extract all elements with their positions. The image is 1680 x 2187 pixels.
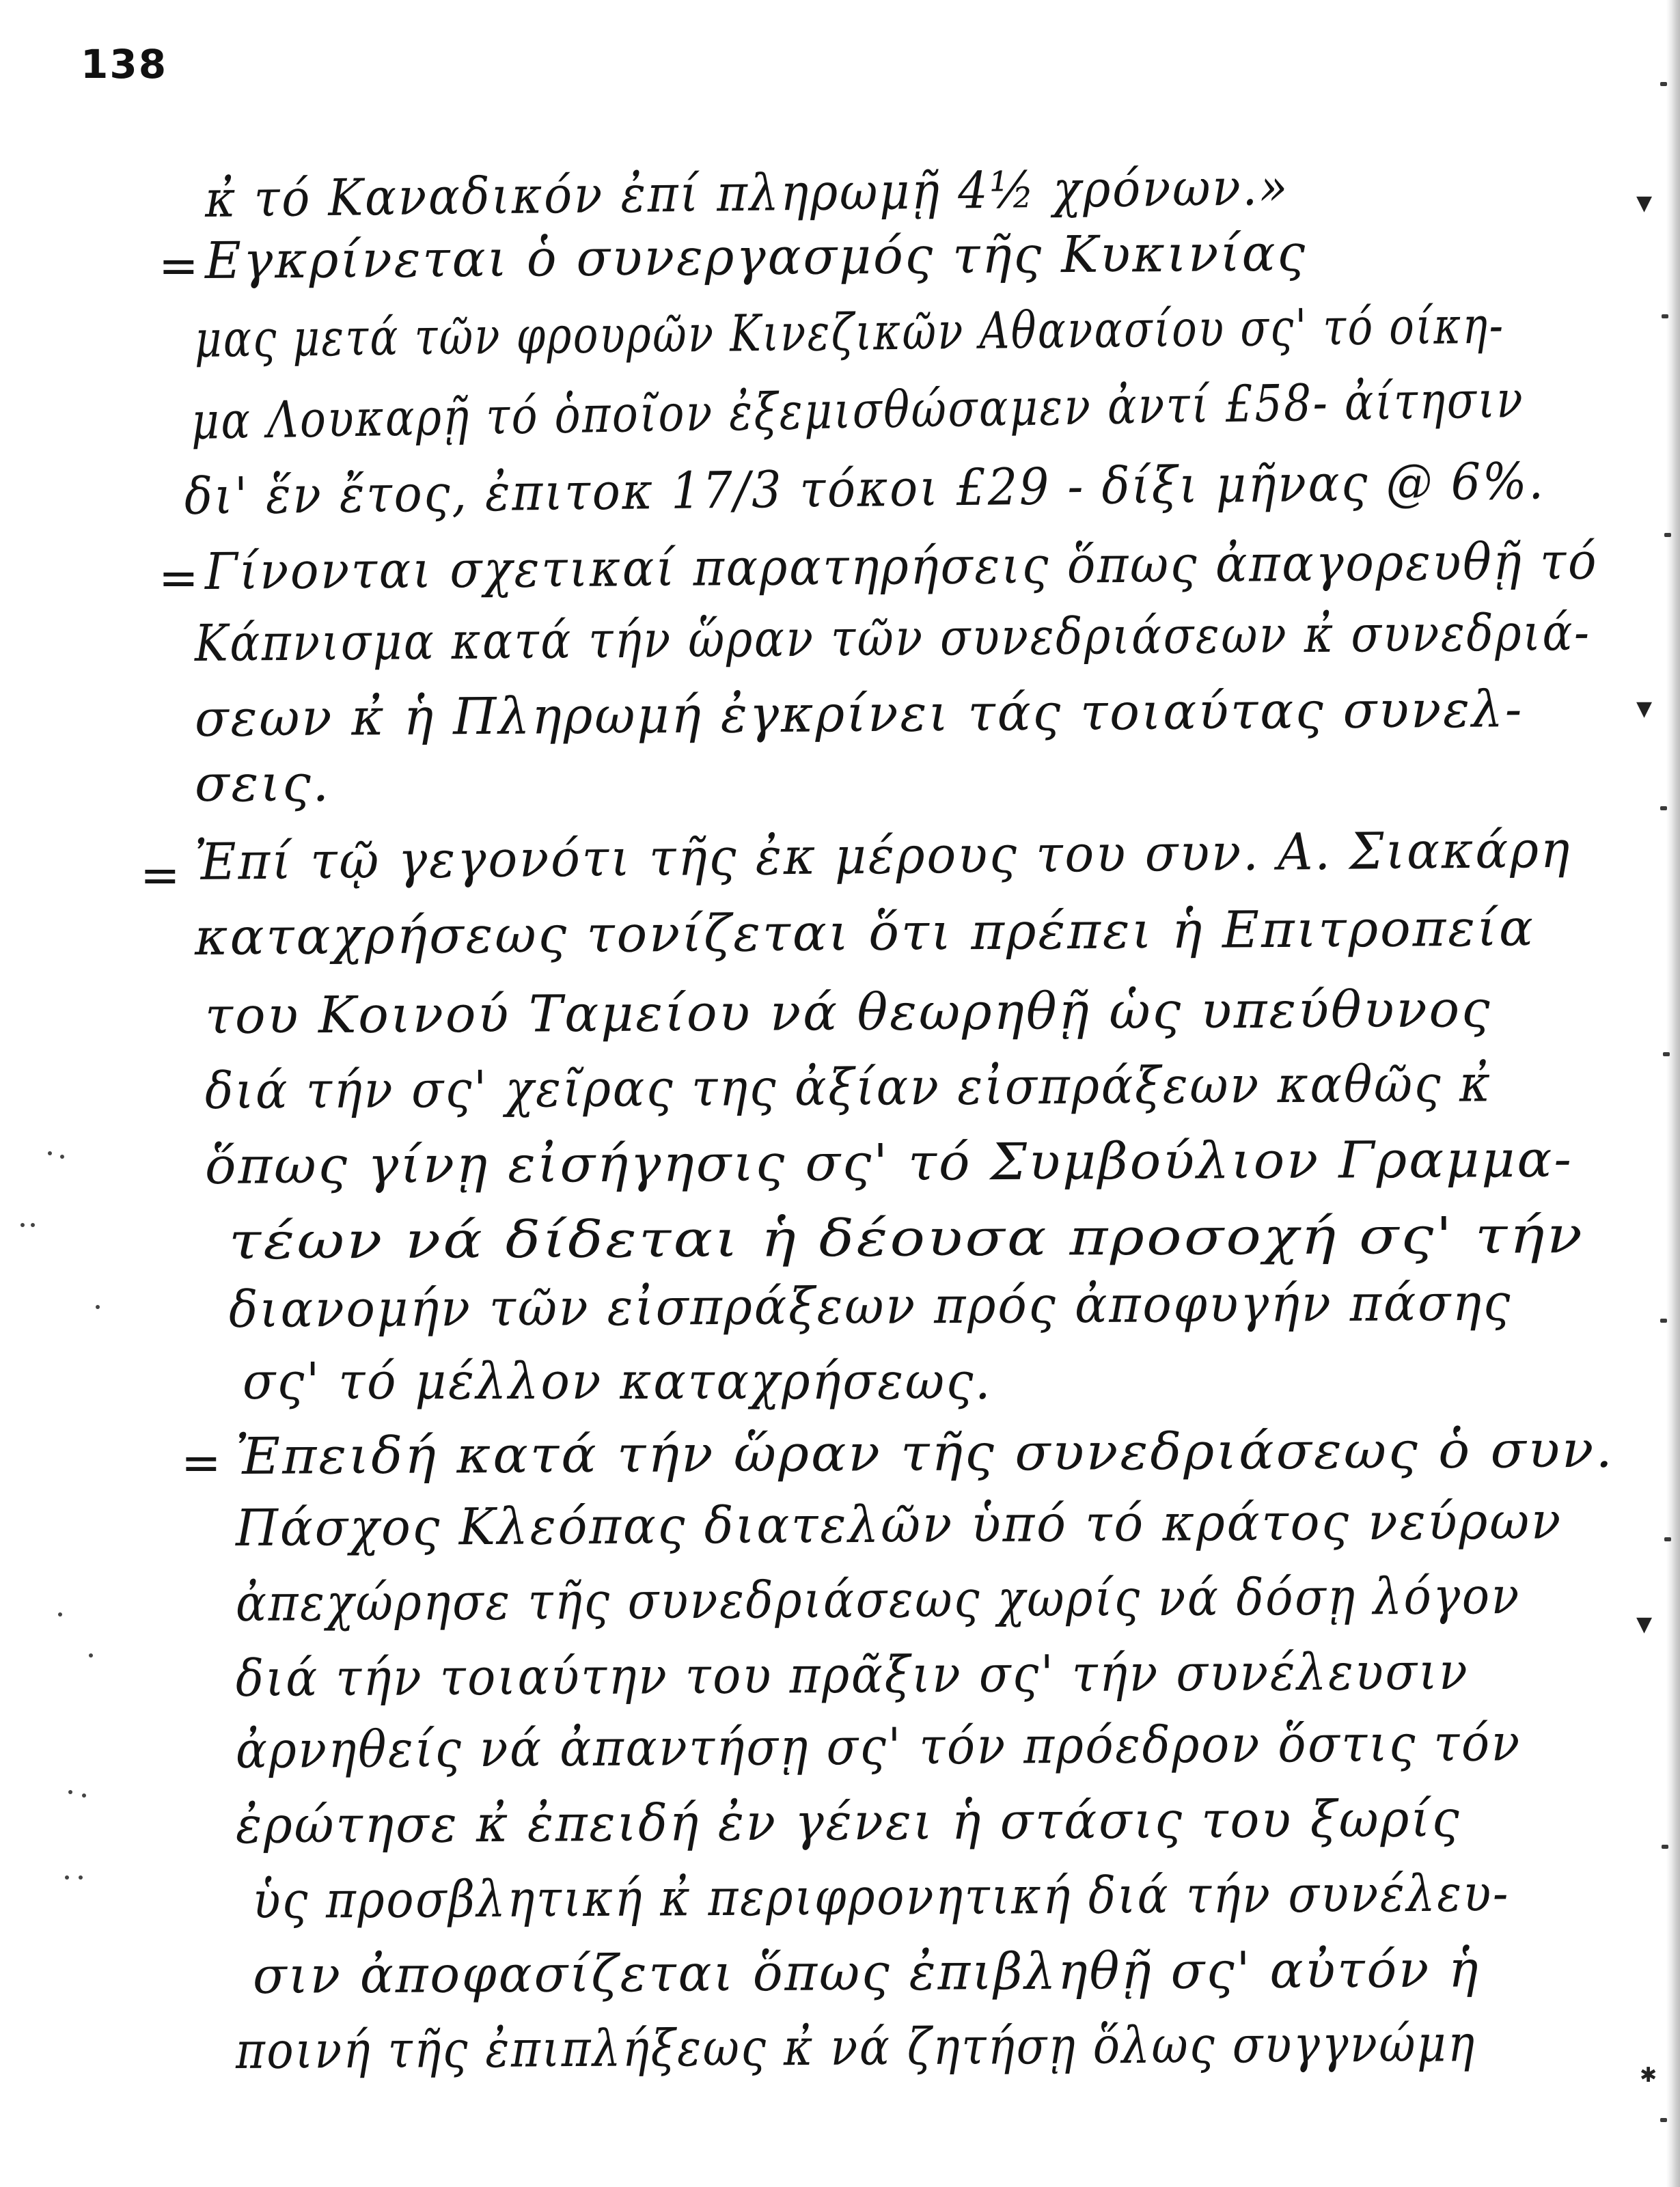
manuscript-line: ποινή τῆς ἐπιπλήξεως κ̓ νά ζητήσῃ ὅλως συγγνώμη — [235, 2014, 1476, 2080]
margin-dot — [96, 1305, 100, 1309]
margin-arrow-mark: ▼ — [1636, 191, 1653, 215]
manuscript-line: Κάπνισμα κατά τήν ὥραν τῶν συνεδριάσεων κ̓ συνεδριά- — [194, 603, 1591, 673]
page-edge-shadow — [1666, 0, 1680, 2187]
manuscript-line: ἐρώτησε κ̓ ἐπειδή ἐν γένει ἡ στάσις του ξωρίς — [235, 1789, 1461, 1855]
manuscript-line: του Κοινού Ταμείου νά θεωρηθῇ ὡς υπεύθυνος — [204, 980, 1492, 1045]
margin-dot — [79, 1875, 83, 1880]
manuscript-line: διά τήν τοιαύτην του πρᾶξιν σς' τήν συνέλευσιν — [235, 1642, 1470, 1708]
equals-bullet: = — [159, 550, 199, 606]
margin-dot — [31, 1223, 35, 1227]
margin-arrow-mark: ✱ — [1640, 2063, 1657, 2087]
manuscript-line: σιν ἀποφασίζεται ὅπως ἐπιβληθῇ σς' αὐτόν ἡ — [252, 1940, 1481, 2005]
scan-speck — [1660, 1319, 1667, 1323]
margin-dot — [20, 1223, 25, 1227]
manuscript-line: σεις. — [195, 754, 331, 813]
margin-dot — [68, 1790, 72, 1794]
manuscript-line: διανομήν τῶν εἰσπράξεων πρός ἀποφυγήν πάσης — [228, 1273, 1513, 1339]
manuscript-line: Ἐπειδή κατά τήν ὥραν τῆς συνεδριάσεως ὁ συν. — [235, 1420, 1615, 1486]
margin-dot — [48, 1151, 52, 1155]
manuscript-line: διά τήν σς' χεῖρας της ἀξίαν εἰσπράξεων καθῶς κ̓ — [204, 1054, 1493, 1120]
scan-speck — [1664, 533, 1671, 537]
manuscript-line: τέων νά δίδεται ἡ δέουσα προσοχή σς' τήν — [228, 1205, 1585, 1271]
scan-speck — [1663, 1052, 1670, 1056]
manuscript-line: σεων κ̓ ἡ Πληρωμή ἐγκρίνει τάς τοιαύτας συνελ- — [194, 680, 1524, 748]
manuscript-line: ἀπεχώρησε τῆς συνεδριάσεως χωρίς νά δόσῃ λόγον — [235, 1567, 1521, 1633]
margin-dot — [82, 1793, 86, 1798]
manuscript-line: μα Λουκαρῇ τό ὁποῖον ἐξεμισθώσαμεν ἀντί £58- ἀίτησιν — [191, 370, 1525, 451]
margin-arrow-mark: ▼ — [1636, 1612, 1653, 1636]
manuscript-line: Ἐπί τῷ γεγονότι τῆς ἐκ μέρους του συν. Α. Σιακάρη — [194, 820, 1572, 892]
manuscript-line: δι' ἕν ἔτος, ἐπιτοκ 17/3 τόκοι £29 - δίξι μῆνας @ 6%. — [184, 452, 1546, 526]
scan-speck — [1660, 2118, 1667, 2122]
margin-arrow-mark: ▼ — [1636, 697, 1653, 721]
manuscript-line: Πάσχος Κλεόπας διατελῶν ὑπό τό κράτος νεύρων — [235, 1491, 1563, 1558]
scan-speck — [1662, 314, 1668, 318]
manuscript-line: κ̓ τό Καναδικόν ἐπί πληρωμῇ 4½ χρόνων.» — [204, 157, 1290, 229]
scan-speck — [1662, 1845, 1668, 1849]
manuscript-line: μας μετά τῶν φρουρῶν Κινεζικῶν Αθανασίου σς' τό οίκη- — [194, 296, 1505, 369]
margin-dot — [58, 1612, 62, 1617]
page-number: 138 — [81, 41, 168, 87]
equals-bullet: = — [159, 238, 199, 294]
margin-dot — [89, 1653, 93, 1658]
scan-speck — [1660, 806, 1667, 810]
manuscript-line: ὅπως γίνῃ εἰσήγησις σς' τό Συμβούλιον Γραμμα- — [204, 1129, 1574, 1196]
manuscript-line: ὑς προσβλητική κ̓ περιφρονητική διά τήν συνέλευ- — [252, 1864, 1511, 1930]
manuscript-line: σς' τό μέλλον καταχρήσεως. — [243, 1352, 993, 1411]
margin-dot — [65, 1875, 69, 1880]
margin-dot — [60, 1155, 64, 1159]
manuscript-line: Εγκρίνεται ὁ συνεργασμός τῆς Κυκινίας — [204, 223, 1308, 290]
manuscript-line: καταχρήσεως τονίζεται ὅτι πρέπει ἡ Επιτροπεία — [194, 898, 1536, 967]
manuscript-line: ἀρνηθείς νά ἀπαντήσῃ σς' τόν πρόεδρον ὅστις τόν — [235, 1714, 1522, 1780]
scan-speck — [1660, 82, 1667, 86]
manuscript-line: Γίνονται σχετικαί παρατηρήσεις ὅπως ἀπαγορευθῇ τό — [204, 532, 1599, 601]
equals-bullet: = — [140, 847, 180, 903]
scan-speck — [1664, 1537, 1671, 1541]
equals-bullet: = — [181, 1435, 221, 1491]
